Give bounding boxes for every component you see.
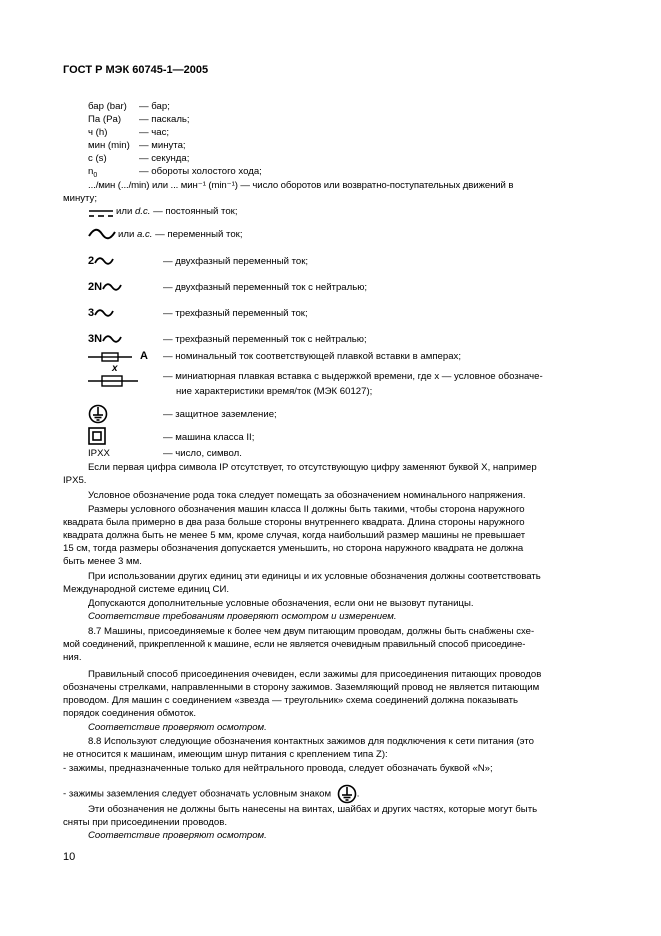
paragraph: При использовании других единиц эти единицы и их условные обозначения должны соответствовать (88, 571, 541, 582)
earth-marking-text: - зажимы заземления следует обозначать условным знаком (63, 788, 332, 800)
protective-earth-icon (88, 404, 108, 424)
ipxx-key: IPXX (88, 448, 110, 459)
abbr-value: — минута; (139, 140, 186, 151)
dc-pre: или (116, 206, 135, 217)
symbol-text: 3N (88, 333, 103, 345)
abbr-row (88, 114, 190, 126)
class-ii-icon (88, 427, 106, 445)
ac-desc (118, 229, 243, 241)
paragraph: ния. (63, 652, 82, 663)
paragraph: проводом. Для машин с соединением «звезда — треугольник» схема соединений должна показывать (63, 695, 518, 706)
compliance-note: Соответствие требованиям проверяют осмотром и измерением. (88, 611, 397, 622)
compliance-note: Соответствие проверяют осмотром. (88, 830, 267, 841)
dc-desc (116, 206, 238, 218)
abbr-value: — секунда; (139, 153, 190, 164)
page-number: 10 (63, 851, 76, 863)
fuse-desc: — номинальный ток соответствующей плавкой вставки в амперах; (163, 351, 462, 362)
paragraph: Международной системе единиц СИ. (63, 584, 230, 595)
three-phase-neutral-symbol (88, 333, 122, 345)
ac-pre: или (118, 229, 137, 240)
compliance-note: Соответствие проверяют осмотром. (88, 722, 267, 733)
ac-post: — переменный ток; (152, 229, 243, 240)
paragraph: Если первая цифра символа IP отсутствует, то отсутствующую цифру заменяют буквой X, например (88, 462, 537, 473)
abbr-value: — час; (139, 127, 170, 138)
paragraph (63, 784, 605, 804)
symbol-desc: — двухфазный переменный ток с нейтралью; (163, 282, 368, 293)
dc-post: — постоянный ток; (150, 206, 238, 217)
symbol-desc: — двухфазный переменный ток; (163, 256, 309, 267)
abbr-key-sub: 0 (93, 171, 98, 179)
dc-abbr: d.c. (134, 206, 151, 217)
ac-wave-icon (94, 308, 114, 318)
abbr-row (88, 140, 186, 152)
symbol-desc: — трехфазный переменный ток; (163, 308, 308, 319)
paragraph: Допускаются дополнительные условные обозначения, если они не вызовут путаницы. (88, 598, 474, 609)
ac-wave-icon (102, 334, 122, 344)
fuse-time-desc: — миниатюрная плавкая вставка с выдержкой времени, где x — условное обозначе- (163, 371, 543, 382)
abbr-key: Па (Pa) (88, 114, 122, 125)
paragraph: 15 см, тогда размеры обозначения допускается уменьшить, но сторона наружного квадрата не должна (63, 543, 524, 554)
ipxx-row (88, 448, 242, 460)
abbr-row (88, 127, 169, 139)
paragraph: мой соединений, прикрепленной к машине, если не является очевидным правильный способ присоедине- (63, 639, 526, 650)
abbr-key-text: n (88, 166, 94, 177)
paragraph: сняты при присоединении проводов. (63, 817, 228, 828)
paragraph: не относится к машинам, имеющим шнур питания с креплением типа Z): (63, 749, 388, 760)
fuse-time-letter: x (112, 363, 118, 374)
two-phase-symbol (88, 255, 114, 267)
paragraph: Размеры условного обозначения машин класса II должны быть такими, чтобы сторона наружного (88, 504, 525, 515)
paragraph: быть менее 3 мм. (63, 556, 142, 567)
ac-symbol-icon (88, 228, 116, 240)
abbr-row (88, 153, 189, 165)
paragraph: - зажимы, предназначенные только для нейтрального провода, следует обозначать буквой «N»; (63, 763, 493, 774)
abbr-value: — бар; (139, 101, 170, 112)
abbr-key: бар (bar) (88, 101, 127, 112)
abbr-value: — обороты холостого хода; (139, 166, 262, 177)
abbr-key: ч (h) (88, 127, 108, 138)
two-phase-neutral-symbol (88, 281, 122, 293)
abbr-row (88, 101, 170, 113)
abbr-key: мин (min) (88, 140, 130, 151)
paragraph: Правильный способ присоединения очевиден, если зажимы для присоединения питающих проводов (88, 669, 542, 680)
fuse-letter: A (140, 350, 148, 362)
abbr-key: с (s) (88, 153, 107, 164)
dc-symbol-icon (88, 208, 114, 218)
fuse-time-desc-cont: ние характеристики время/ток (МЭК 60127); (176, 386, 373, 397)
rpm-line: .../мин (.../min) или ... мин⁻¹ (min⁻¹) — число оборотов или возвратно-поступательных движений в (88, 180, 514, 191)
earth-desc: — защитное заземление; (163, 409, 277, 420)
abbr-row (88, 166, 262, 178)
fuse-icon (88, 350, 138, 364)
paragraph: 8.8 Используют следующие обозначения контактных зажимов для подключения к сети питания (это (88, 736, 534, 747)
protective-earth-icon (337, 784, 357, 804)
paragraph: обозначены стрелками, направленными в сторону зажимов. Заземляющий провод не является питающим (63, 682, 540, 693)
ac-wave-icon (94, 256, 114, 266)
earth-marking-period: . (356, 788, 360, 800)
ac-abbr: a.c. (136, 229, 153, 240)
symbol-text: 2 (88, 255, 95, 267)
paragraph: квадрата должна быть не менее 5 мм, кроме случая, когда наибольший размер машины не превышает (63, 530, 526, 541)
ipxx-value: — число, символ. (163, 448, 242, 459)
class-ii-desc: — машина класса II; (163, 432, 255, 443)
abbr-value: — паскаль; (139, 114, 190, 125)
symbol-text: 3 (88, 307, 95, 319)
paragraph: порядок соединения обмоток. (63, 708, 197, 719)
paragraph: 8.7 Машины, присоединяемые к более чем двум питающим проводам, должны быть снабжены схе- (88, 626, 535, 637)
rpm-line-cont: минуту; (63, 193, 98, 204)
symbol-desc: — трехфазный переменный ток с нейтралью; (163, 334, 367, 345)
ac-wave-icon (102, 282, 122, 292)
paragraph: квадрата была примерно в два раза больше стороны внутреннего квадрата. Длина стороны наружного (63, 517, 525, 528)
paragraph: Эти обозначения не должны быть нанесены на винтах, шайбах и других частях, которые могут быть (88, 804, 538, 815)
paragraph: IPX5. (63, 475, 87, 486)
three-phase-symbol (88, 307, 114, 319)
symbol-text: 2N (88, 281, 103, 293)
document-header: ГОСТ Р МЭК 60745-1—2005 (63, 64, 209, 76)
paragraph: Условное обозначение рода тока следует помещать за обозначением номинального напряжения. (88, 490, 526, 501)
